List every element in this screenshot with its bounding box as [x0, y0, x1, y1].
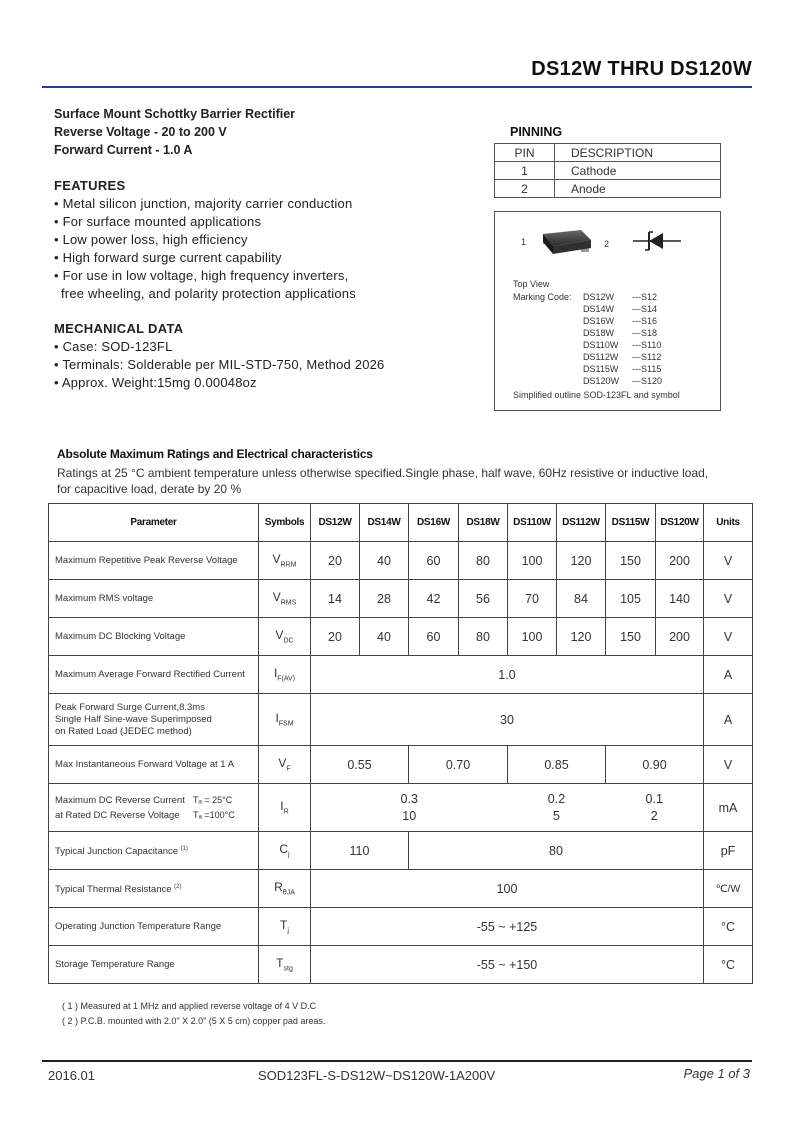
unit-cell: A	[704, 694, 753, 746]
package-body-icon	[535, 224, 603, 264]
marking-code: ---S18	[632, 328, 658, 338]
value-cell: 200	[656, 618, 704, 656]
value-cell: 105	[606, 580, 656, 618]
table-row	[495, 180, 721, 198]
value-cell: 70	[508, 580, 557, 618]
value-cell: 1.0	[311, 656, 704, 694]
column-header-part: DS110W	[508, 504, 557, 542]
title-divider	[42, 86, 752, 88]
marking-part: DS115W	[583, 364, 619, 374]
column-header-symbols: Symbols	[259, 504, 311, 542]
column-header-parameter: Parameter	[49, 504, 259, 542]
footer-divider	[42, 1060, 752, 1062]
table-row	[49, 542, 753, 580]
parameter-cell: Storage Temperature Range	[49, 946, 259, 984]
column-header-part: DS14W	[360, 504, 409, 542]
unit-cell: °C	[704, 946, 753, 984]
unit-cell: V	[704, 580, 753, 618]
parameter-cell: Maximum DC Blocking Voltage	[49, 618, 259, 656]
symbol-cell: $I_{FSM}$	[259, 694, 311, 746]
feature-item: • For use in low voltage, high frequency inverters,	[54, 268, 349, 283]
mechanical-item: • Case: SOD-123FL	[54, 339, 173, 354]
page-title: DS12W THRU DS120W	[531, 58, 752, 80]
marking-part: DS16W	[583, 316, 615, 326]
unit-cell: V	[704, 542, 753, 580]
marking-code: ---S16	[632, 316, 658, 326]
table-row	[49, 694, 753, 746]
symbol-cell: $T_{stg}$	[259, 946, 311, 984]
value-cell: 100	[508, 618, 557, 656]
value-cell: -55 ~ +125	[311, 908, 704, 946]
value-cell: 150	[606, 542, 656, 580]
parameter-cell: Maximum Average Forward Rectified Current	[49, 656, 259, 694]
parameter-cell: Operating Junction Temperature Range	[49, 908, 259, 946]
pin-description: Anode	[555, 180, 721, 198]
pin-description: Cathode	[555, 162, 721, 180]
package-outline-box	[494, 211, 721, 411]
marking-part: DS110W	[583, 340, 619, 350]
page-number: Page 1 of 3	[683, 1066, 750, 1081]
footer-date: 2016.01	[48, 1068, 95, 1083]
value-cell: 40	[360, 618, 409, 656]
value-cell: 42	[409, 580, 459, 618]
ratings-title: Absolute Maximum Ratings and Electrical characteristics	[57, 447, 373, 461]
column-header-part: DS12W	[311, 504, 360, 542]
features-heading: FEATURES	[54, 178, 126, 193]
pin1-label: 1	[521, 237, 527, 247]
value-cell: -55 ~ +150	[311, 946, 704, 984]
mechanical-heading: MECHANICAL DATA	[54, 321, 184, 336]
symbol-cell: $V_{RMS}$	[259, 580, 311, 618]
value-cell: 0.2 5	[508, 784, 606, 832]
footer-document-code: SOD123FL-S-DS12W~DS120W-1A200V	[258, 1068, 496, 1083]
pin-number: 2	[495, 180, 555, 198]
value-cell: 56	[459, 580, 508, 618]
table-row	[49, 908, 753, 946]
symbol-cell: $C_j$	[259, 832, 311, 870]
symbol-cell: $T_j$	[259, 908, 311, 946]
value-cell: 120	[557, 618, 606, 656]
pinning-title: PINNING	[510, 125, 563, 139]
parameter-cell: Typical Junction Capacitance $^{(1)}$	[49, 832, 259, 870]
parameter-cell: Maximum RMS voltage	[49, 580, 259, 618]
table-row	[49, 784, 753, 832]
unit-cell: pF	[704, 832, 753, 870]
outline-caption: Simplified outline SOD-123FL and symbol	[513, 390, 680, 400]
marking-code: ---S12	[632, 292, 658, 302]
description-header: DESCRIPTION	[555, 144, 721, 162]
feature-item: • Metal silicon junction, majority carrier conduction	[54, 196, 353, 211]
table-header-row	[49, 504, 753, 542]
footnote-2: ( 2 ) P.C.B. mounted with 2.0" X 2.0" (5 X 5 cm) copper pad areas.	[62, 1016, 326, 1026]
pin2-label: 2	[604, 239, 610, 249]
value-cell: 80	[459, 618, 508, 656]
value-cell: 14	[311, 580, 360, 618]
marking-part: DS12W	[583, 292, 615, 302]
mechanical-item: • Terminals: Solderable per MIL-STD-750, Method 2026	[54, 357, 385, 372]
value-cell: 20	[311, 618, 360, 656]
value-cell: 0.85	[508, 746, 606, 784]
value-cell: 200	[656, 542, 704, 580]
feature-item: free wheeling, and polarity protection applications	[61, 286, 356, 301]
marking-part: DS120W	[583, 376, 620, 386]
unit-cell: °C	[704, 908, 753, 946]
parameter-cell: Maximum DC Reverse Current Tₐ = 25°C at Rated DC Reverse Voltage Tₐ =100°C	[49, 784, 259, 832]
value-cell: 150	[606, 618, 656, 656]
feature-item: • High forward surge current capability	[54, 250, 282, 265]
value-cell: 20	[311, 542, 360, 580]
symbol-cell: $V_{RRM}$	[259, 542, 311, 580]
marking-code: ---S112	[632, 352, 662, 362]
intro-line-3: Forward Current - 1.0 A	[54, 143, 193, 157]
pinning-table	[494, 143, 721, 198]
unit-cell: V	[704, 618, 753, 656]
table-row	[49, 580, 753, 618]
value-cell: 84	[557, 580, 606, 618]
symbol-cell: $I_R$	[259, 784, 311, 832]
value-cell: 40	[360, 542, 409, 580]
table-row	[495, 162, 721, 180]
feature-item: • Low power loss, high efficiency	[54, 232, 248, 247]
value-cell: 0.90	[606, 746, 704, 784]
column-header-part: DS18W	[459, 504, 508, 542]
symbol-cell: $R_{\theta JA}$	[259, 870, 311, 908]
feature-item: • For surface mounted applications	[54, 214, 262, 229]
unit-cell: A	[704, 656, 753, 694]
table-row	[49, 656, 753, 694]
intro-line-1: Surface Mount Schottky Barrier Rectifier	[54, 107, 296, 121]
table-row	[49, 746, 753, 784]
intro-line-2: Reverse Voltage - 20 to 200 V	[54, 125, 227, 139]
parameter-cell: Maximum Repetitive Peak Reverse Voltage	[49, 542, 259, 580]
value-cell: 0.55	[311, 746, 409, 784]
value-cell: 0.1 2	[606, 784, 704, 832]
table-row	[49, 870, 753, 908]
column-header-part: DS112W	[557, 504, 606, 542]
value-cell: 80	[409, 832, 704, 870]
table-row	[49, 946, 753, 984]
marking-part: DS112W	[583, 352, 619, 362]
parameter-cell: Typical Thermal Resistance $^{(2)}$	[49, 870, 259, 908]
column-header-part: DS120W	[656, 504, 704, 542]
marking-code: ---S120	[632, 376, 663, 386]
value-cell: 60	[409, 618, 459, 656]
value-cell: 28	[360, 580, 409, 618]
ratings-table	[48, 503, 753, 984]
column-header-units: Units	[704, 504, 753, 542]
value-cell: 100	[508, 542, 557, 580]
parameter-cell: Max Instantaneous Forward Voltage at 1 A	[49, 746, 259, 784]
footnote-1: ( 1 ) Measured at 1 MHz and applied reverse voltage of 4 V D.C	[62, 1001, 317, 1011]
symbol-cell: $V_F$	[259, 746, 311, 784]
marking-code-label: Marking Code:	[513, 292, 572, 302]
marking-code: ---S115	[632, 364, 662, 374]
value-cell: 0.70	[409, 746, 508, 784]
table-row	[49, 832, 753, 870]
mechanical-item: • Approx. Weight:15mg 0.00048oz	[54, 375, 257, 390]
pin-number: 1	[495, 162, 555, 180]
value-cell: 140	[656, 580, 704, 618]
value-cell: 80	[459, 542, 508, 580]
diode-symbol-icon	[631, 228, 683, 254]
symbol-cell: $V_{DC}$	[259, 618, 311, 656]
marking-part: DS18W	[583, 328, 615, 338]
table-row	[49, 618, 753, 656]
value-cell: 100	[311, 870, 704, 908]
marking-part: DS14W	[583, 304, 615, 314]
value-cell: 0.3 10	[311, 784, 508, 832]
symbol-cell: $I_{F(AV)}$	[259, 656, 311, 694]
table-row	[495, 144, 721, 162]
top-view-label: Top View	[513, 279, 550, 289]
ratings-note: Ratings at 25 °C ambient temperature unless otherwise specified.Single phase, half wave, 60Hz resistive or inductive load,	[57, 466, 709, 480]
unit-cell: V	[704, 746, 753, 784]
unit-cell: mA	[704, 784, 753, 832]
value-cell: 60	[409, 542, 459, 580]
marking-code: ---S110	[632, 340, 662, 350]
column-header-part: DS16W	[409, 504, 459, 542]
parameter-cell: Peak Forward Surge Current,8.3ms Single Half Sine-wave Superimposed on Rated Load (JEDEC method)	[49, 694, 259, 746]
marking-code: ---S14	[632, 304, 658, 314]
value-cell: 30	[311, 694, 704, 746]
unit-cell: ℃/W	[704, 870, 753, 908]
column-header-part: DS115W	[606, 504, 656, 542]
ratings-note: for capacitive load, derate by 20 %	[57, 482, 242, 496]
value-cell: 120	[557, 542, 606, 580]
value-cell: 110	[311, 832, 409, 870]
pin-header: PIN	[495, 144, 555, 162]
